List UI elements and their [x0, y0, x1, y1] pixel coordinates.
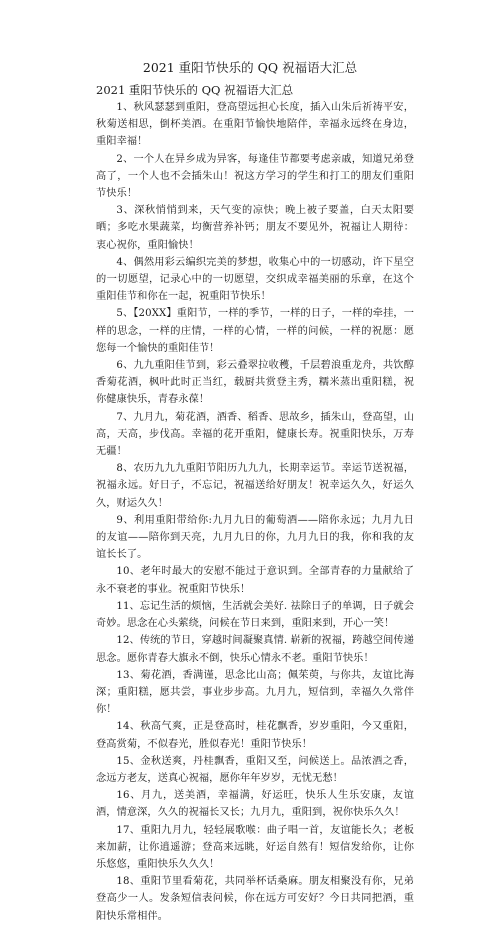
paragraph: 6、九九重阳佳节到，彩云叠翠拉收穫，千层碧浪重龙舟，共饮醇香菊花酒，枫叶此时正当红，载厨共赏登主秀，糯米蒸出重阳糕，祝你健康快乐，青春永葆！ [96, 360, 414, 406]
paragraph: 12、传统的节日，穿越时间凝聚真情. 崭新的祝福，跨越空间传递思念。愿你青春大旗永不倒，快乐心情永不老。重阳节快乐！ [96, 635, 414, 664]
paragraph: 5、【20XX】重阳节，一样的季节，一样的日子，一样的牵挂，一样的思念，一样的庄情，一样的心情，一样的问候，一样的祝愿：愿您每一个愉快的重阳佳节！ [96, 308, 414, 354]
paragraph: 17、重阳九月九，轻轻展歌喉：曲子唱一首，友谊能长久；老板来加薪，让你逍遥游；登高来远眺，好运自然有！短信发给你，让你乐悠悠，重阳快乐久久久！ [96, 824, 414, 870]
document-subtitle: 2021 重阳节快乐的 QQ 祝福语大汇总 [96, 83, 294, 97]
page-title: 2021 重阳节快乐的 QQ 祝福语大汇总 [142, 60, 358, 75]
paragraph: 7、九月九，菊花酒，酒香、稻香、思故乡，插朱山，登高望，山高，天高，步伐高。幸福的花开重阳，健康长寿。祝重阳快乐，万寿无疆！ [96, 411, 414, 458]
paragraph: 14、秋高气爽，正是登高时，桂花飘香，岁岁重阳，今又重阳，登高赏菊，不似春光，胜似春光！重阳节快乐！ [96, 721, 414, 750]
paragraph: 10、老年时最大的安慰不能过于意识到。全部青春的力量献给了永不衰老的事业。祝重阳节快乐！ [96, 566, 414, 595]
paragraph: 8、农历九九九重阳节阳历九九九，长期幸运节。幸运节送祝福，祝福永远。好日子，不忘记，祝福送给好朋友！祝幸运久久，好运久久，财运久久！ [96, 463, 414, 509]
paragraph: 1、秋风瑟瑟到重阳，登高望远担心长度，插入山朱后祈祷平安，秋菊送相思，倒杯美酒。在重阳节愉快地陪伴，幸福永远终在身边，重阳幸福！ [96, 102, 414, 148]
paragraph: 13、菊花酒，香满谨，思念比山高；佩茱萸，与你共，友谊比海深；重阳糕，愿共尝，事业步步高。九月九，短信到，幸福久久常伴你！ [96, 669, 414, 716]
paragraph: 11、忘记生活的烦恼，生活就会美好. 祛除日子的单调，日子就会奇妙。思念在心头萦绕，问候在节日来到，重阳来到，开心一笑！ [96, 600, 414, 630]
paragraph: 4、偶然用彩云编织完美的梦想，收集心中的一切感动，许下星空的一切愿望，记录心中的一切愿望，交织成幸福美丽的乐章，在这个重阳佳节和你在一起，祝重阳节快乐！ [96, 256, 414, 303]
paragraph: 9、利用重阳带给你:九月九日的葡萄酒——陪你永远；九月九日的友谊——陪你到天亮，九月九日的你，九月九日的我，你和我的友谊长长了。 [96, 514, 414, 561]
paragraph: 3、深秋悄悄到来，天气变的凉快；晚上被子要盖，白天太阳要晒；多吃水果蔬菜，均衡营养补钙；朋友不要见外，祝福让人期待：衷心祝你，重阳愉快！ [96, 205, 414, 251]
paragraph: 18、重阳节里看菊花，共同举杯话桑麻。朋友相聚没有你，兄弟登高少一人。发条短信表问候，你在远方可安好？今日共同把酒，重阳快乐常相伴。 [96, 876, 414, 922]
paragraph: 15、金秋送爽，丹桂飘香，重阳又至，问候送上。品浓酒之香，念远方老友，送真心祝福，愿你年年岁岁，无忧无愁！ [96, 755, 414, 784]
document-body [96, 83, 414, 925]
paragraph: 16、月九，送美酒，幸福满，好运旺，快乐人生乐安康，友谊酒，情意深，久久的祝福长又长；九月九，重阳到，祝你快乐久久！ [96, 790, 414, 819]
paragraph: 2、一个人在异乡成为异客，每逢佳节都要考虑亲戚，知道兄弟登高了，一个人也不会插朱山！祝这方学习的学生和打工的朋友们重阳节快乐！ [96, 153, 414, 200]
